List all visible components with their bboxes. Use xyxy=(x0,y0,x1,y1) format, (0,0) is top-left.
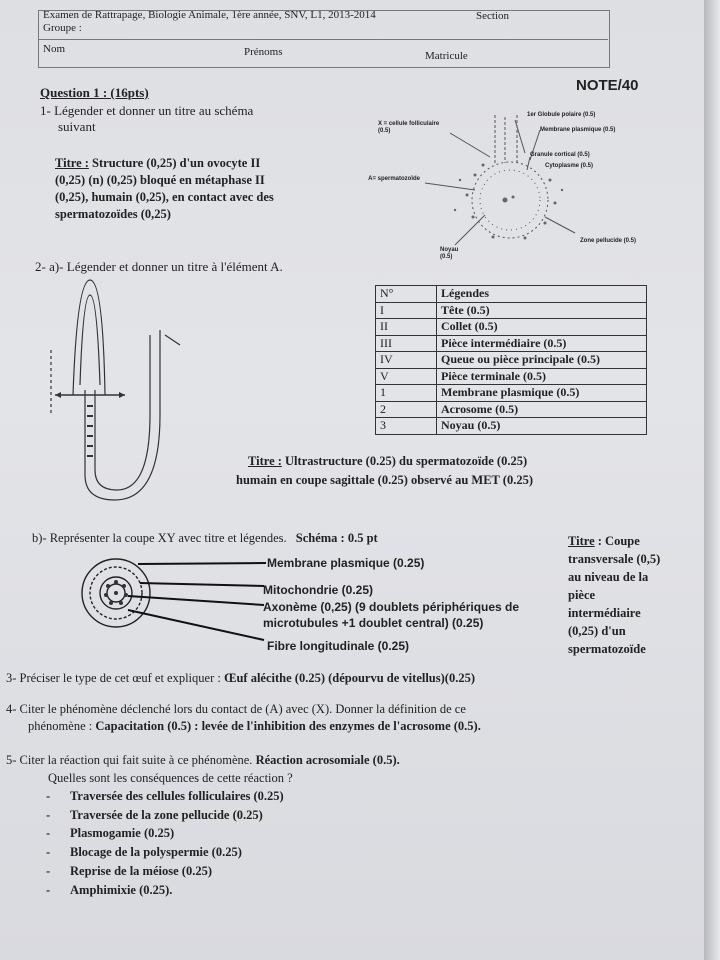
q3-text: 3- Préciser le type de cet œuf et expliquer : xyxy=(6,671,221,685)
label-mitochondrie: Mitochondrie (0.25) xyxy=(263,583,374,597)
question-1-title: Question 1 : (16pts) xyxy=(40,85,149,100)
q5-list xyxy=(46,787,284,899)
q2b-titre-line: (0,25) d'un xyxy=(568,624,626,638)
row-number: IV xyxy=(376,352,437,369)
row-label: Collet (0.5) xyxy=(437,319,647,336)
q5-answer: Réaction acrosomiale (0.5). xyxy=(255,753,400,767)
row-label: Membrane plasmique (0.5) xyxy=(437,385,647,402)
leader-spermato xyxy=(425,183,475,190)
table-row xyxy=(376,302,647,319)
coupe-xy-diagram xyxy=(78,548,268,648)
legend-col-legendes: Légendes xyxy=(437,286,647,303)
header-divider xyxy=(38,39,608,40)
q1-titre-line2: (0,25) (n) (0,25) bloqué en métaphase II xyxy=(55,173,265,187)
q2b-schema: Schéma : 0.5 pt xyxy=(295,531,378,545)
leader-zone xyxy=(545,217,575,233)
table-row xyxy=(376,418,647,435)
q2b-titre-line: intermédiaire xyxy=(568,606,641,620)
leader-mitochondrie xyxy=(140,583,264,586)
note-score: NOTE/40 xyxy=(576,77,639,94)
q1-titre-line4: spermatozoïdes (0,25) xyxy=(55,207,171,221)
q1-item1-line2: suivant xyxy=(58,119,96,134)
q2b-titre-line: transversale (0,5) xyxy=(568,552,661,566)
legend-col-n: N° xyxy=(376,286,437,303)
table-row xyxy=(376,352,647,369)
zone-pellucide-circle xyxy=(472,162,548,238)
q4-answer: Capacitation (0.5) : levée de l'inhibition des enzymes de l'acrosome (0.5). xyxy=(95,719,481,733)
row-number: III xyxy=(376,335,437,352)
oocyte-membrane xyxy=(480,170,540,230)
label-axoneme-line1: Axonème (0,25) (9 doublets périphériques de xyxy=(263,600,520,614)
label-membrane-plasmique: Membrane plasmique (0.5) xyxy=(540,127,616,133)
leader-noyau xyxy=(455,215,485,245)
q4-line1: 4- Citer le phénomène déclenché lors du contact de (A) avec (X). Donner la définition de ce xyxy=(6,702,466,716)
leader-fibre xyxy=(128,610,264,640)
q2b-titre-block xyxy=(568,532,678,658)
row-number: I xyxy=(376,302,437,319)
table-row xyxy=(376,368,647,385)
label-cellule-folliculaire: X = cellule folliculaire (0.5) xyxy=(378,121,440,134)
q3-answer: Œuf alécithe (0.25) (dépourvu de vitellus)(0.25) xyxy=(223,671,475,685)
flagellum-outer xyxy=(85,330,160,500)
q2a-text: 2- a)- Légender et donner un titre à l'élément A. xyxy=(35,259,283,274)
row-label: Pièce terminale (0.5) xyxy=(437,368,647,385)
leader-piece xyxy=(165,335,180,345)
q5-pre: 5- Citer la réaction qui fait suite à ce phénomène. xyxy=(6,753,253,767)
label-noyau: Noyau (0.5) xyxy=(440,247,459,260)
acrosome-outline xyxy=(80,295,100,385)
flagellum-inner xyxy=(95,335,150,490)
list-item-text: Blocage de la polyspermie (0.25) xyxy=(70,845,242,860)
q5-line1 xyxy=(6,752,400,769)
list-item: - Plasmogamie (0.25) xyxy=(46,826,175,841)
q1-titre-label: Titre : xyxy=(55,156,89,170)
label-membrane-plasmique-xy: Membrane plasmique (0.25) xyxy=(267,556,425,570)
legend-header-row xyxy=(376,286,647,303)
exam-title: Examen de Rattrapage, Biologie Animale, 1ère année, SNV, L1, 2013-2014 xyxy=(43,9,376,21)
leader-membrane xyxy=(138,563,266,564)
q2b-instruction: b)- Représenter la coupe XY avec titre et légendes. xyxy=(32,531,287,545)
q2a-titre-label: Titre : xyxy=(248,454,282,468)
q2b-titre-label: Titre xyxy=(568,534,595,548)
list-item: - Blocage de la polyspermie (0.25) xyxy=(46,845,242,860)
label-cytoplasme: Cytoplasme (0.5) xyxy=(545,163,594,169)
table-row xyxy=(376,319,647,336)
groupe-label: Groupe : xyxy=(43,22,82,34)
q4-pre: phénomène : xyxy=(28,719,93,733)
prenoms-label: Prénoms xyxy=(244,46,283,58)
q4-line2 xyxy=(28,718,481,735)
nom-label: Nom xyxy=(43,43,65,55)
table-row xyxy=(376,385,647,402)
list-item-text: Traversée des cellules folliculaires (0.25) xyxy=(70,789,284,803)
table-row xyxy=(376,335,647,352)
label-globule-polaire: 1er Globule polaire (0.5) xyxy=(527,112,596,118)
page-edge xyxy=(704,0,720,960)
row-number: V xyxy=(376,368,437,385)
q2b-titre-line: : Coupe xyxy=(597,534,640,548)
list-item-text: Reprise de la méiose (0.25) xyxy=(70,863,212,878)
q1-titre-block xyxy=(55,155,340,223)
row-number: 3 xyxy=(376,418,437,435)
label-axoneme-line2: microtubules +1 doublet central) (0.25) xyxy=(263,616,484,630)
q1-item1-line1: 1- Légender et donner un titre au schéma xyxy=(40,103,254,118)
list-item-text: Traversée de la zone pellucide (0.25) xyxy=(70,807,263,822)
list-item: - Amphimixie (0.25). xyxy=(46,882,173,897)
list-item: - Traversée de la zone pellucide (0.25) xyxy=(46,807,263,822)
row-number: 2 xyxy=(376,401,437,418)
q2b-titre-line: spermatozoïde xyxy=(568,642,646,656)
label-granule-cortical: Granule cortical (0.5) xyxy=(530,152,590,158)
q2b-titre-line: au niveau de la xyxy=(568,570,649,584)
q5-line2: Quelles sont les conséquences de cette réaction ? xyxy=(48,771,293,785)
q2b-titre-line: pièce xyxy=(568,588,596,602)
label-zone-pellucide: Zone pellucide (0.5) xyxy=(580,238,637,244)
row-label: Pièce intermédiaire (0.5) xyxy=(437,335,647,352)
legend-table xyxy=(375,285,647,435)
q2a-titre-line1 xyxy=(248,453,527,470)
list-item-text: Amphimixie (0.25). xyxy=(70,882,173,897)
sperm-tails xyxy=(495,115,517,165)
q2a-titre-text: Ultrastructure (0.25) du spermatozoïde (0.25) xyxy=(285,454,528,468)
list-item: - Traversée des cellules folliculaires (0.25) xyxy=(46,789,284,803)
leader-granule xyxy=(527,157,530,170)
list-item: - Reprise de la méiose (0.25) xyxy=(46,863,212,878)
row-label: Queue ou pièce principale (0.5) xyxy=(437,352,647,369)
row-label: Noyau (0.5) xyxy=(437,418,647,435)
row-label: Acrosome (0.5) xyxy=(437,401,647,418)
q1-titre-line3: (0,25), humain (0,25), en contact avec des xyxy=(55,190,274,204)
leader-cellule xyxy=(450,133,490,157)
row-number: II xyxy=(376,319,437,336)
list-item-text: Plasmogamie (0.25) xyxy=(70,826,175,841)
row-number: 1 xyxy=(376,385,437,402)
section-label: Section xyxy=(476,10,509,22)
sperm-sagittal-diagram xyxy=(45,275,195,515)
q3-line xyxy=(6,670,475,687)
q2a-titre-line2: humain en coupe sagittale (0.25) observé au MET (0.25) xyxy=(236,473,533,487)
label-spermatozoide: A= spermatozoïde xyxy=(368,176,420,182)
q2b-text xyxy=(32,530,378,547)
table-row xyxy=(376,401,647,418)
q1-titre-line1: Structure (0,25) d'un ovocyte II xyxy=(92,156,261,170)
label-fibre-longitudinale: Fibre longitudinale (0.25) xyxy=(267,639,410,653)
matricule-label: Matricule xyxy=(425,50,468,62)
row-label: Tête (0.5) xyxy=(437,302,647,319)
